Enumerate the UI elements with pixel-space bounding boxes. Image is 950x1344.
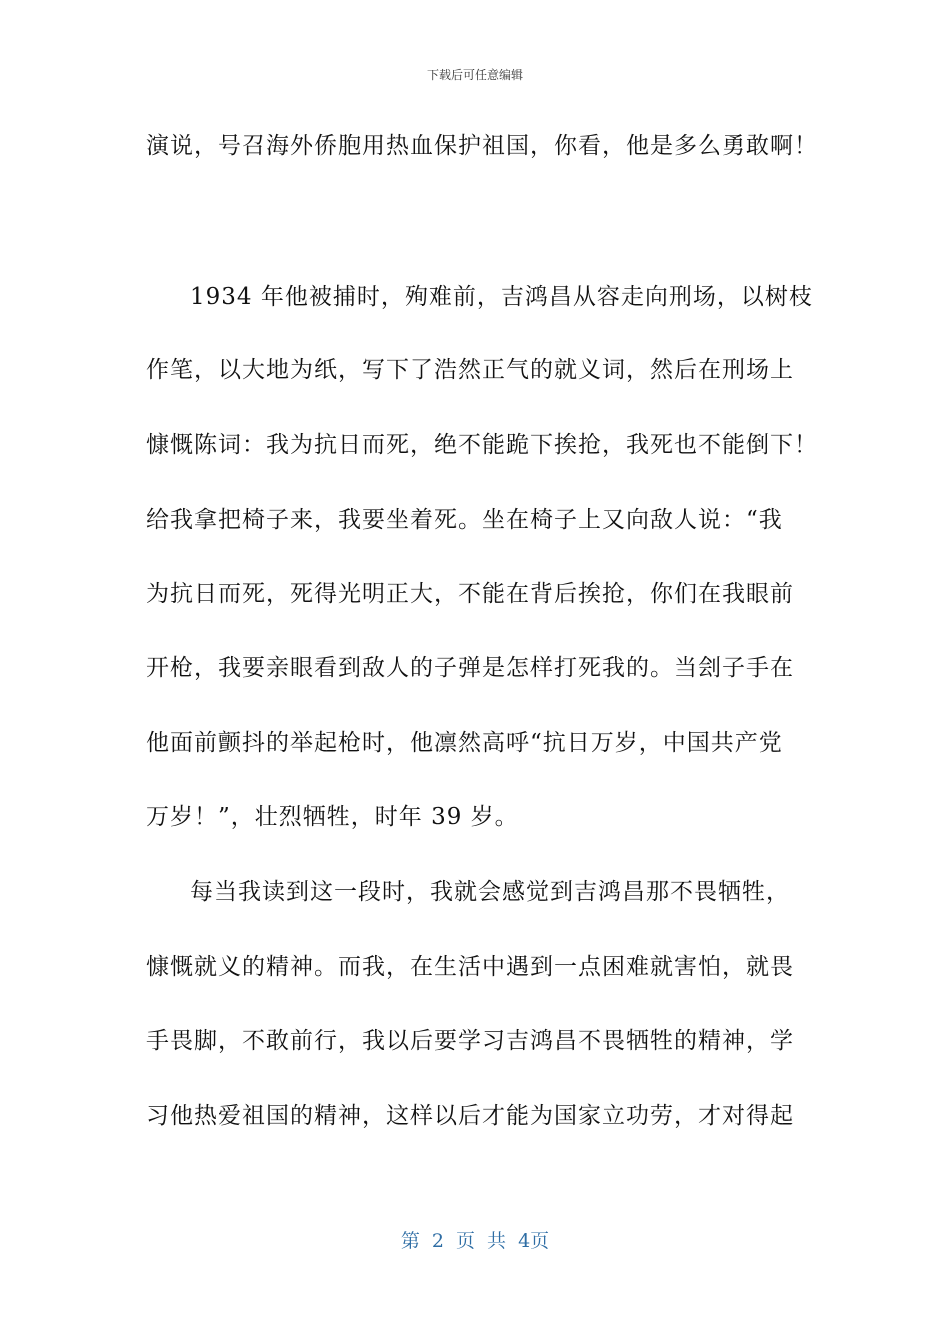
text-line-9: 万岁！”，壮烈牺牲，时年 39 岁。: [146, 804, 519, 830]
page-header-note: 下载后可任意编辑: [426, 68, 523, 82]
text-line-13: 习他热爱祖国的精神，这样以后才能为国家立功劳，才对得起: [146, 1103, 794, 1129]
text-line-8: 他面前颤抖的举起枪时，他凛然高呼“抗日万岁，中国共产党: [146, 730, 783, 756]
text-line-11: 慷慨就义的精神。而我，在生活中遇到一点困难就害怕，就畏: [146, 954, 794, 980]
text-line-1: 演说，号召海外侨胞用热血保护祖国，你看，他是多么勇敢啊！: [146, 133, 818, 159]
text-line-7: 开枪，我要亲眼看到敌人的子弹是怎样打死我的。当刽子手在: [146, 655, 794, 681]
text-line-2: 1934 年他被捕时，殉难前，吉鸿昌从容走向刑场，以树枝: [190, 284, 813, 310]
page-number: 第 2 页 共 4页: [400, 1230, 550, 1252]
text-line-3: 作笔，以大地为纸，写下了浩然正气的就义词，然后在刑场上: [146, 357, 794, 383]
text-line-10: 每当我读到这一段时，我就会感觉到吉鸿昌那不畏牺牲，: [190, 879, 790, 905]
text-line-6: 为抗日而死，死得光明正大，不能在背后挨抢，你们在我眼前: [146, 581, 794, 607]
text-line-4: 慷慨陈词：我为抗日而死，绝不能跪下挨抢，我死也不能倒下！: [146, 432, 818, 458]
text-line-5: 给我拿把椅子来，我要坐着死。坐在椅子上又向敌人说：“我: [146, 507, 783, 533]
text-line-12: 手畏脚，不敢前行，我以后要学习吉鸿昌不畏牺牲的精神，学: [146, 1028, 794, 1054]
